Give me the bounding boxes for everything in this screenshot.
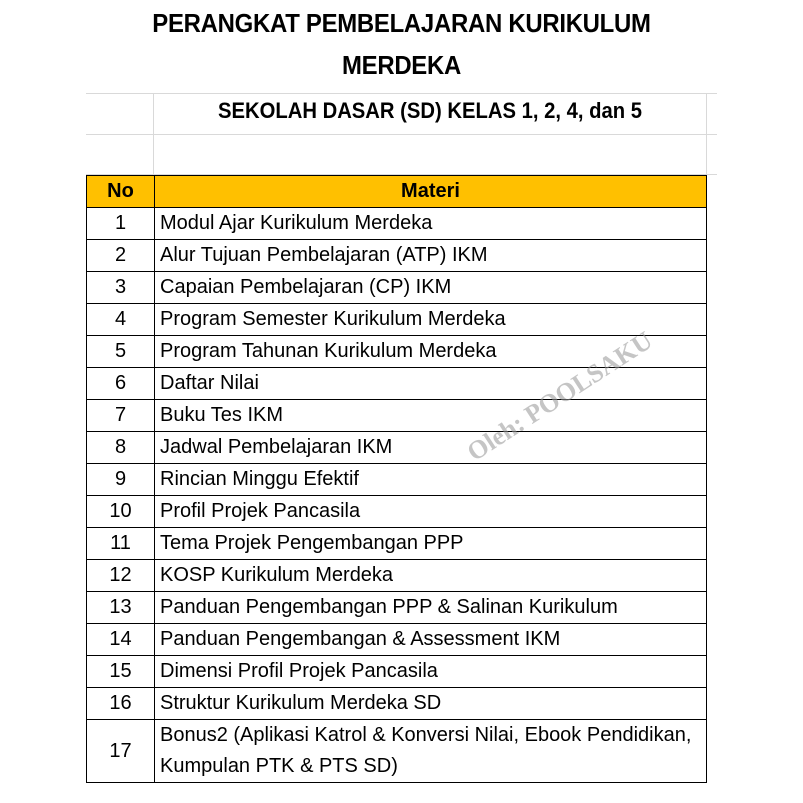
row-number: 11: [87, 528, 155, 560]
gridline: [706, 93, 707, 175]
row-number: 15: [87, 656, 155, 688]
row-materi: Panduan Pengembangan PPP & Salinan Kurikulum: [155, 592, 707, 624]
row-number: 5: [87, 336, 155, 368]
table-row: [87, 496, 707, 528]
row-materi: Profil Projek Pancasila: [155, 496, 707, 528]
row-number: 4: [87, 304, 155, 336]
row-materi: Alur Tujuan Pembelajaran (ATP) IKM: [155, 240, 707, 272]
row-number: 1: [87, 208, 155, 240]
table-header-row: [87, 176, 707, 208]
materi-table: [86, 175, 707, 783]
watermark: Oleh: POOLSAKU: [461, 325, 658, 467]
row-materi: Panduan Pengembangan & Assessment IKM: [155, 624, 707, 656]
row-materi: Jadwal Pembelajaran IKM: [155, 432, 707, 464]
row-number: 6: [87, 368, 155, 400]
row-number: 16: [87, 688, 155, 720]
row-number: 7: [87, 400, 155, 432]
column-header-no: No: [87, 176, 155, 208]
row-number: 10: [87, 496, 155, 528]
row-materi: KOSP Kurikulum Merdeka: [155, 560, 707, 592]
row-number: 2: [87, 240, 155, 272]
row-materi: Program Tahunan Kurikulum Merdeka: [155, 336, 707, 368]
table-row: [87, 656, 707, 688]
row-number: 3: [87, 272, 155, 304]
row-materi: Struktur Kurikulum Merdeka SD: [155, 688, 707, 720]
table-row: [87, 240, 707, 272]
table-row: [87, 432, 707, 464]
document-title-line2: MERDEKA: [341, 50, 461, 80]
table-row: [87, 304, 707, 336]
document-title-line1: PERANGKAT PEMBELAJARAN KURIKULUM: [152, 8, 651, 38]
row-number: 12: [87, 560, 155, 592]
row-number: 14: [87, 624, 155, 656]
table-row: [87, 624, 707, 656]
table-row: [87, 400, 707, 432]
row-materi: Rincian Minggu Efektif: [155, 464, 707, 496]
table-row: [87, 208, 707, 240]
row-number: 8: [87, 432, 155, 464]
column-header-materi: Materi: [155, 176, 707, 208]
row-materi: Buku Tes IKM: [155, 400, 707, 432]
row-materi: Modul Ajar Kurikulum Merdeka: [155, 208, 707, 240]
gridline: [153, 93, 154, 175]
table-row: [87, 592, 707, 624]
table-row: [87, 560, 707, 592]
gridline: [86, 93, 717, 94]
table-row: [87, 464, 707, 496]
gridline: [86, 134, 717, 135]
row-materi: Capaian Pembelajaran (CP) IKM: [155, 272, 707, 304]
row-number: 13: [87, 592, 155, 624]
table-row: [87, 688, 707, 720]
table-row: [87, 720, 707, 783]
row-number: 9: [87, 464, 155, 496]
table-row: [87, 272, 707, 304]
row-number: 17: [87, 720, 155, 783]
row-materi: Tema Projek Pengembangan PPP: [155, 528, 707, 560]
row-materi: Program Semester Kurikulum Merdeka: [155, 304, 707, 336]
row-materi: Bonus2 (Aplikasi Katrol & Konversi Nilai, Ebook Pendidikan, Kumpulan PTK & PTS SD): [155, 720, 707, 783]
table-row: [87, 528, 707, 560]
row-materi: Dimensi Profil Projek Pancasila: [155, 656, 707, 688]
row-materi: Daftar Nilai: [155, 368, 707, 400]
document-subtitle: SEKOLAH DASAR (SD) KELAS 1, 2, 4, dan 5: [217, 98, 642, 123]
